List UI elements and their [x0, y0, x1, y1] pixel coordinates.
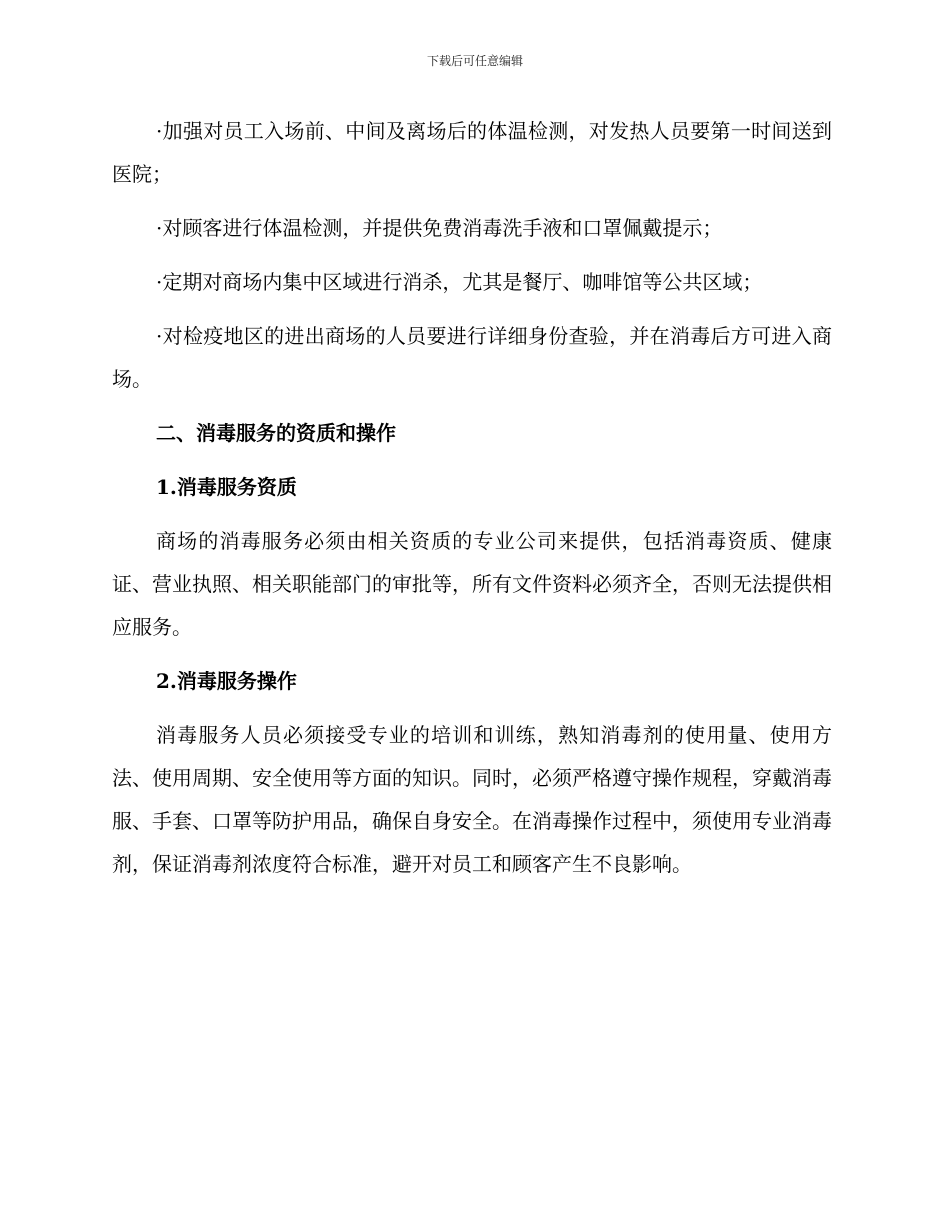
bullet-customer-temperature: ·对顾客进行体温检测，并提供免费消毒洗手液和口罩佩戴提示； [156, 216, 723, 240]
bullet-regular-disinfection: ·定期对商场内集中区域进行消杀，尤其是餐厅、咖啡馆等公共区域； [156, 270, 763, 294]
document-body [112, 110, 832, 897]
page-header: 下载后可任意编辑 [426, 54, 523, 68]
section-heading-disinfection-service: 二、消毒服务的资质和操作 [156, 421, 396, 445]
bullet-quarantine-check: ·对检疫地区的进出商场的人员要进行详细身份查验，并在消毒后方可进入商场。 [112, 324, 832, 391]
bullet-employee-temperature: ·加强对员工入场前、中间及离场后的体温检测，对发热人员要第一时间送到医院； [112, 119, 832, 186]
subheading-service-operation: 2.消毒服务操作 [156, 669, 297, 693]
paragraph-service-operation: 消毒服务人员必须接受专业的培训和训练，熟知消毒剂的使用量、使用方法、使用周期、安全使用等方面的知识。同时，必须严格遵守操作规程，穿戴消毒服、手套、口罩等防护用品，确保自身安全。在消毒操作过程中，须使用专业消毒剂，保证消毒剂浓度符合标准，避开对员工和顾客产生不良影响。 [112, 723, 832, 876]
subheading-service-qualification: 1.消毒服务资质 [156, 475, 297, 499]
paragraph-service-qualification: 商场的消毒服务必须由相关资质的专业公司来提供，包括消毒资质、健康证、营业执照、相关职能部门的审批等，所有文件资料必须齐全，否则无法提供相应服务。 [112, 529, 832, 639]
